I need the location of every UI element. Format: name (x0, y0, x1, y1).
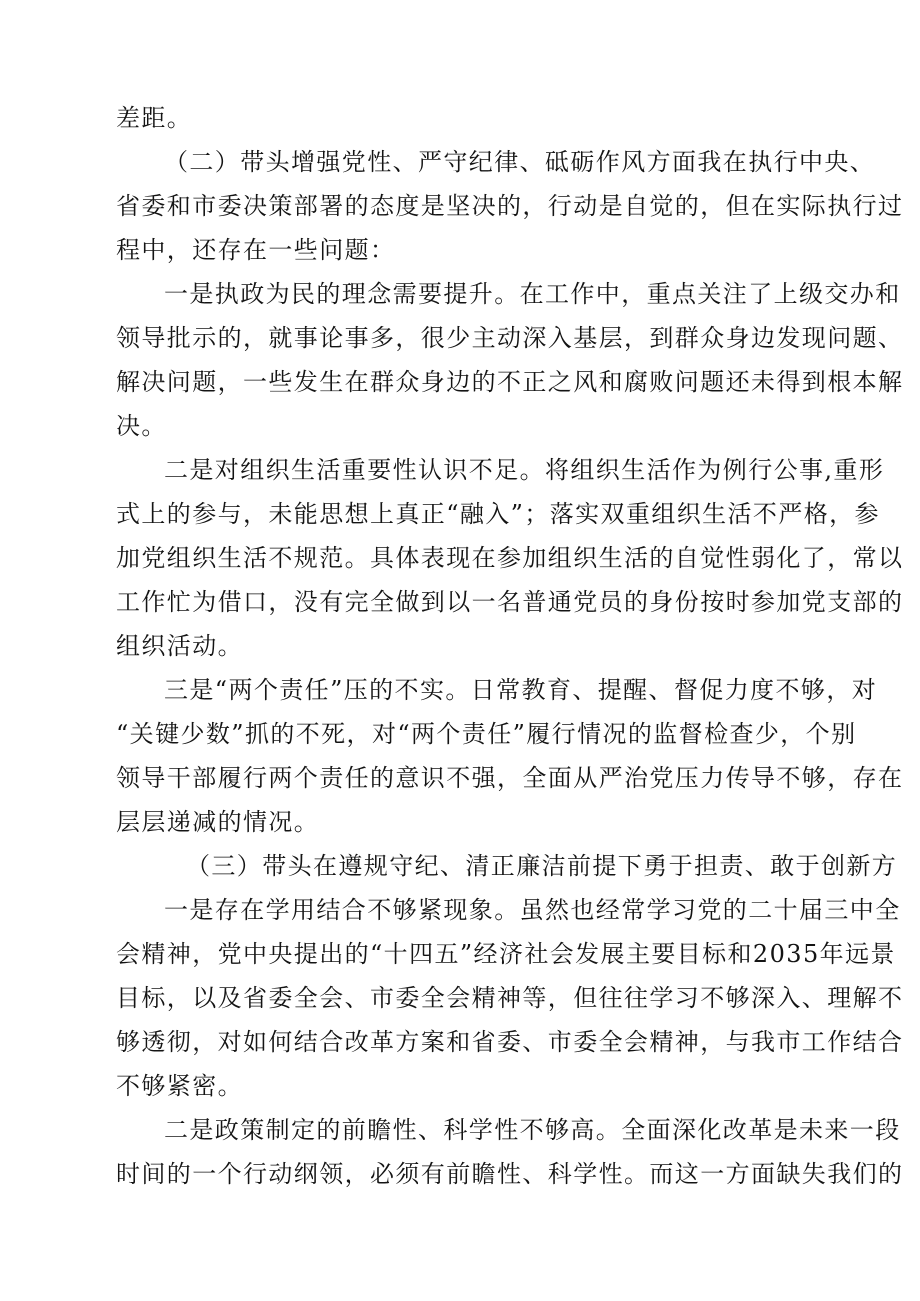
paragraph-line: 省委和市委决策部署的态度是坚决的，行动是自觉的，但在实际执行过 (116, 192, 904, 220)
paragraph-line: 差距。 (116, 104, 193, 132)
paragraph-line: 式上的参与，未能思想上真正“融入”；落实双重组织生活不严格，参 (116, 500, 880, 528)
paragraph-line: 时间的一个行动纲领，必须有前瞻性、科学性。而这一方面缺失我们的 (116, 1160, 904, 1188)
paragraph-line: 二是对组织生活重要性认识不足。将组织生活作为例行公事,重形 (164, 456, 885, 484)
paragraph-line: 目标，以及省委全会、市委全会精神等，但往往学习不够深入、理解不 (116, 984, 904, 1012)
paragraph-line: 领导批示的，就事论事多，很少主动深入基层，到群众身边发现问题、 (116, 324, 904, 352)
paragraph-line: 程中，还存在一些问题： (116, 236, 396, 264)
paragraph-line: 领导干部履行两个责任的意识不强，全面从严治党压力传导不够，存在 (116, 764, 904, 792)
paragraph-line: 一是存在学用结合不够紧现象。虽然也经常学习党的二十届三中全 (164, 896, 901, 924)
paragraph-line: “关键少数”抓的不死，对“两个责任”履行情况的监督检查少，个别 (116, 720, 857, 748)
paragraph-line: 层层递减的情况。 (116, 808, 320, 836)
section-heading-2: （二）带头增强党性、严守纪律、砥砺作风方面我在执行中央、 (164, 148, 876, 176)
paragraph-line: 决。 (116, 412, 167, 440)
paragraph-line: 解决问题，一些发生在群众身边的不正之风和腐败问题还未得到根本解 (116, 368, 904, 396)
paragraph-line: 加党组织生活不规范。具体表现在参加组织生活的自觉性弱化了，常以 (116, 544, 904, 572)
paragraph-line: 够透彻，对如何结合改革方案和省委、市委全会精神，与我市工作结合 (116, 1028, 904, 1056)
paragraph-line: 组织活动。 (116, 632, 243, 660)
paragraph-line: 三是“两个责任”压的不实。日常教育、提醒、督促力度不够，对 (164, 676, 878, 704)
section-heading-3: （三）带头在遵规守纪、清正廉洁前提下勇于担责、敢于创新方 (186, 852, 898, 880)
paragraph-line: 一是执政为民的理念需要提升。在工作中，重点关注了上级交办和 (164, 280, 901, 308)
paragraph-line: 会精神，党中央提出的“十四五”经济社会发展主要目标和2035年远景 (116, 940, 896, 968)
paragraph-line: 二是政策制定的前瞻性、科学性不够高。全面深化改革是未来一段 (164, 1116, 901, 1144)
paragraph-line: 不够紧密。 (116, 1072, 243, 1100)
paragraph-line: 工作忙为借口，没有完全做到以一名普通党员的身份按时参加党支部的 (116, 588, 904, 616)
